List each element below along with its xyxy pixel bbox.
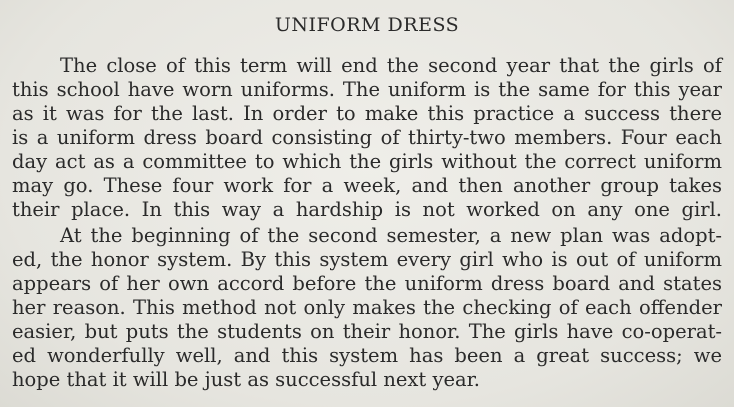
text-line: their place. In this way a hardship is not worked on any one girl. [12,198,722,221]
text-line: At the beginning of the second semester, a new plan was adopt- [60,224,722,247]
text-line: easier, but puts the students on their honor. The girls have co-operat- [12,320,722,343]
text-line: The close of this term will end the second year that the girls of [60,54,722,77]
text-line: day act as a committee to which the girls without the correct uniform [12,150,722,173]
text-line: is a uniform dress board consisting of thirty-two members. Four each [12,126,722,149]
text-line: ed wonderfully well, and this system has been a great success; we [12,344,722,367]
text-line: ed, the honor system. By this system every girl who is out of uniform [12,248,722,271]
text-line: may go. These four work for a week, and then another group takes [12,174,722,197]
text-line: her reason. This method not only makes the checking of each offender [12,296,722,319]
text-line: this school have worn uniforms. The uniform is the same for this year [12,78,722,101]
text-line: hope that it will be just as successful next year. [12,368,481,391]
text-line: appears of her own accord before the uniform dress board and states [12,272,722,295]
text-line: as it was for the last. In order to make this practice a success there [12,102,722,125]
article-title: UNIFORM DRESS [274,14,460,36]
